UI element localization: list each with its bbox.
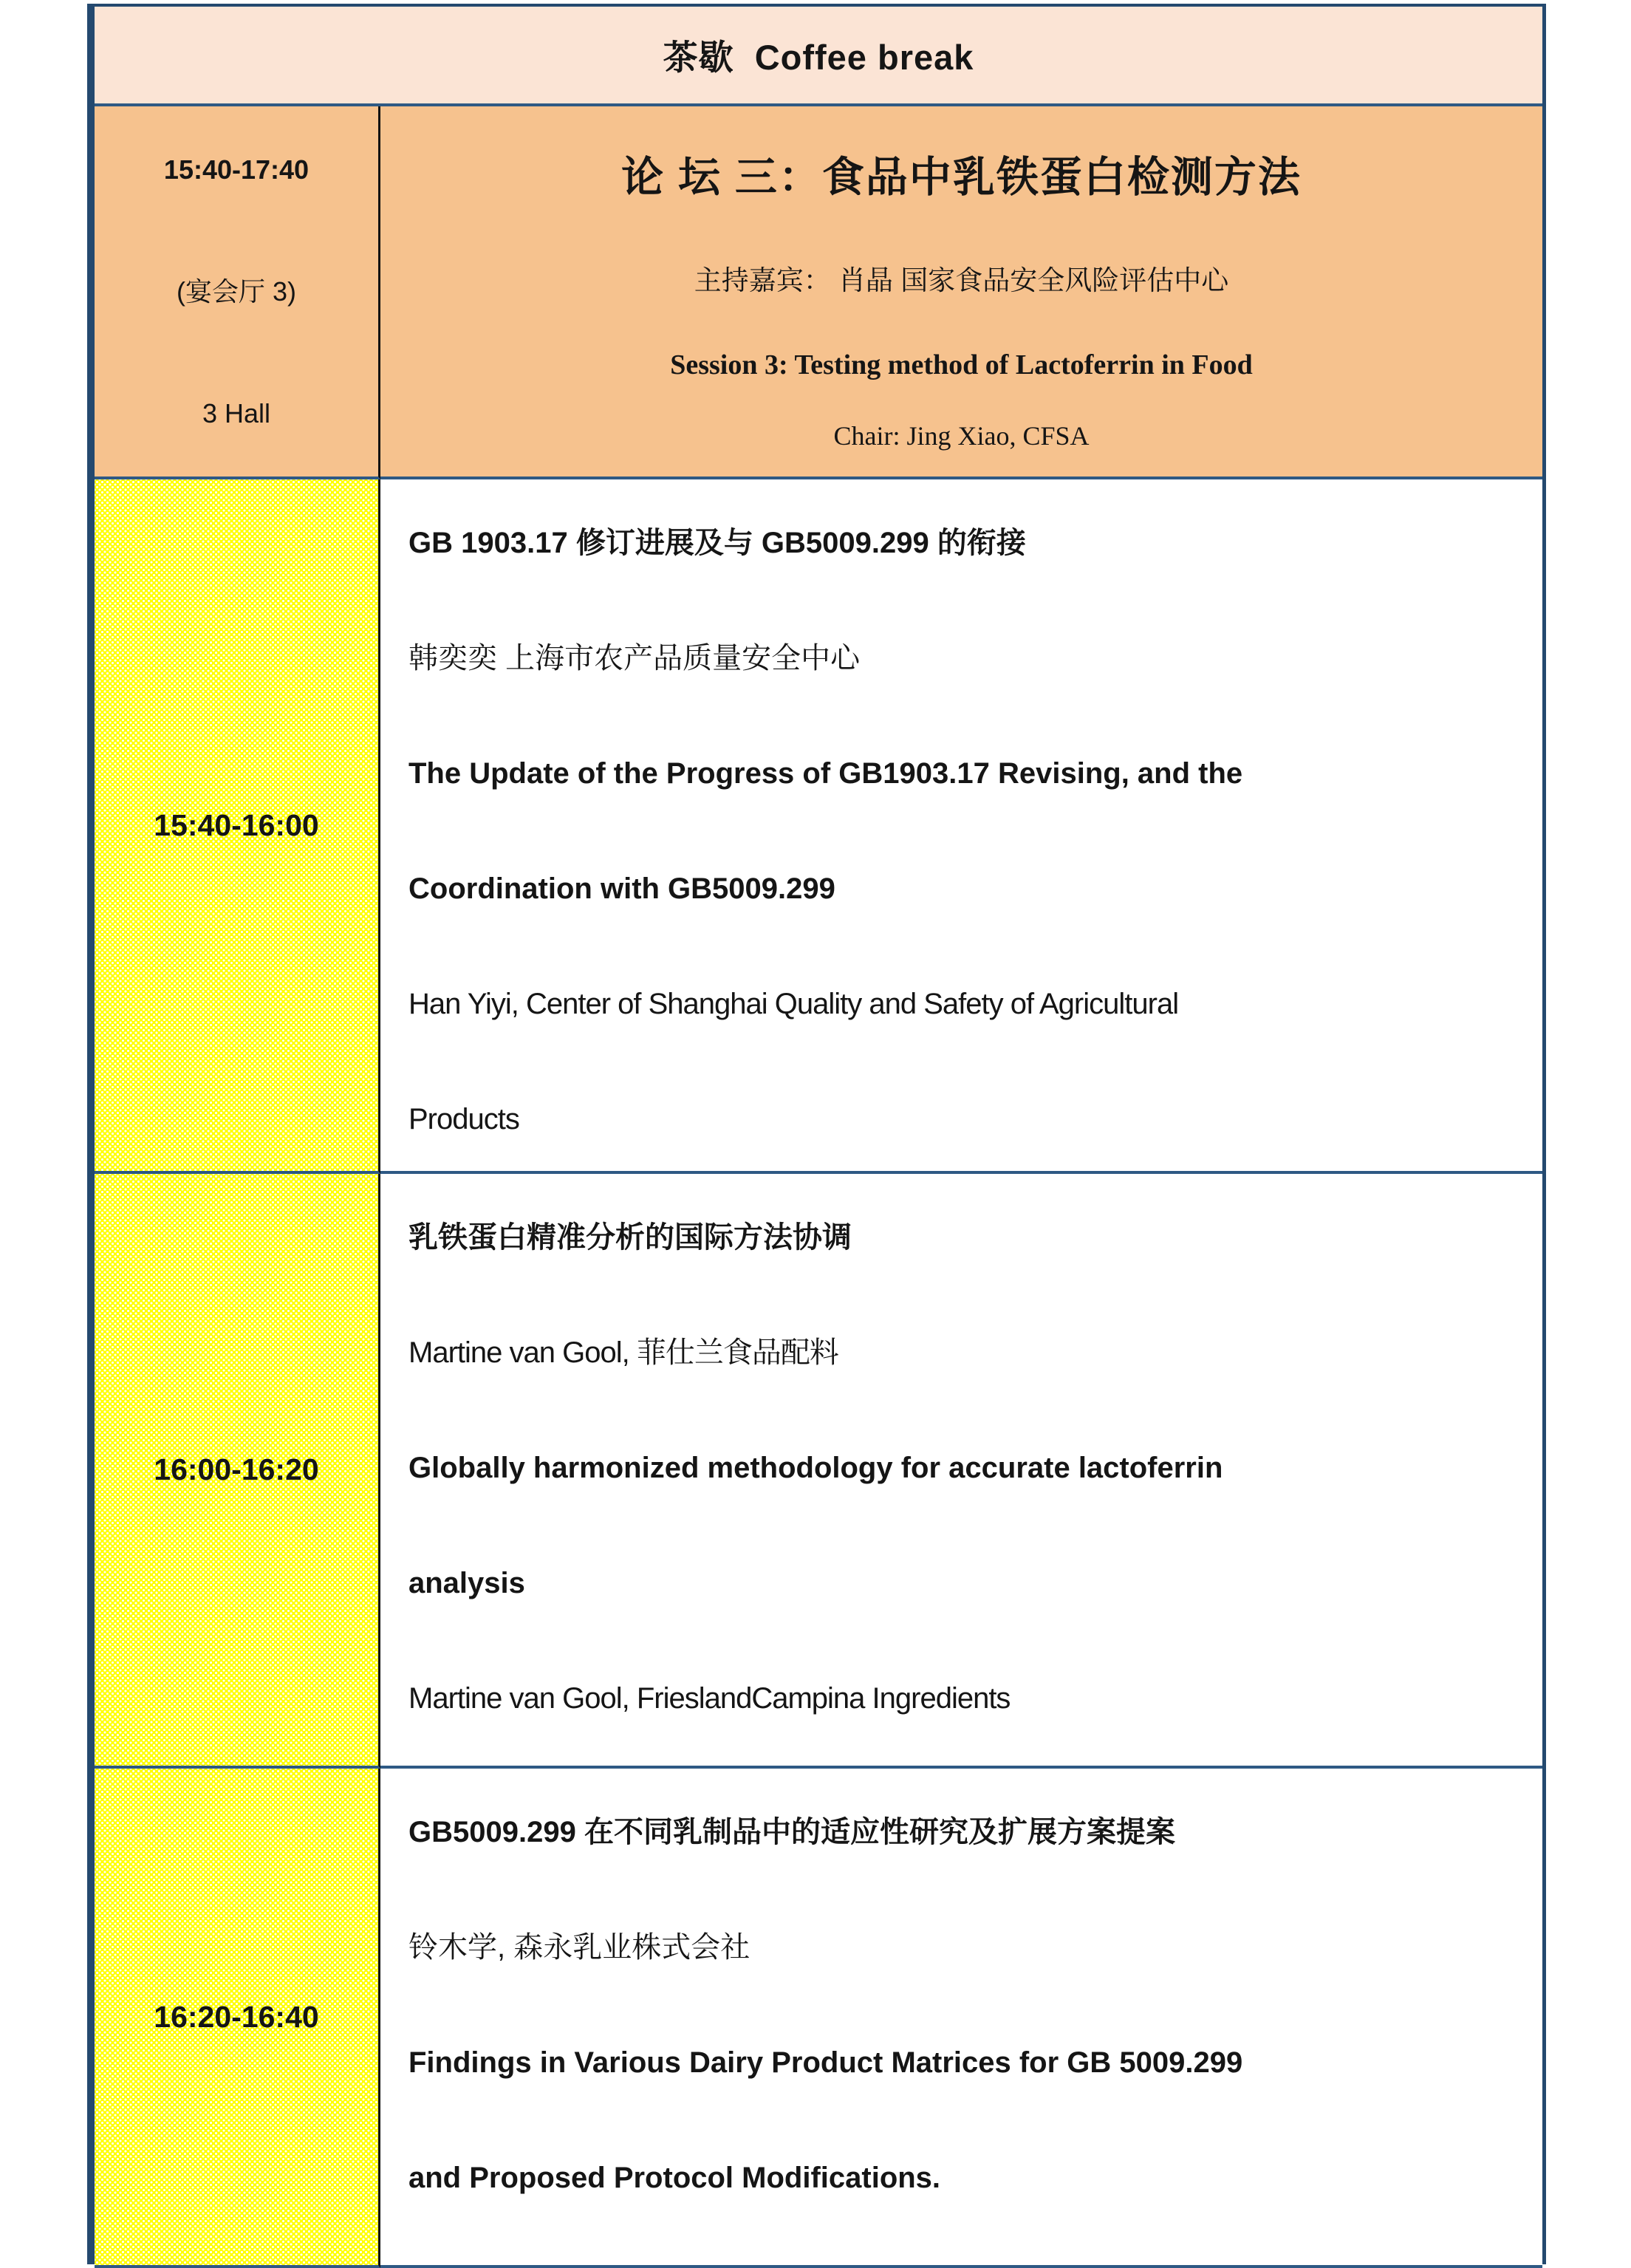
talk-speaker-en-line2: Products: [408, 1103, 519, 1135]
session-title-zh: 论 坛 三：食品中乳铁蛋白检测方法: [621, 154, 1302, 201]
session-title-en: Session 3: Testing method of Lactoferrin in Food: [670, 349, 1253, 380]
talk-time-range: 16:00-16:20: [154, 1452, 319, 1486]
talk-speaker-en: Martine van Gool, FrieslandCampina Ingredients: [408, 1682, 1011, 1715]
talk-title-en-line1: The Update of the Progress of GB1903.17 Revising, and the: [408, 757, 1243, 790]
session-time-cell: [95, 106, 380, 479]
coffee-break-label: 茶歇 Coffee break: [663, 38, 974, 77]
schedule-table: [87, 4, 1546, 2264]
talk-speaker-zh: 铃木学, 森永乳业株式会社: [408, 1931, 750, 1964]
talk-speaker-en-line1: Han Yiyi, Center of Shanghai Quality and Safety of Agricultural: [408, 988, 1179, 1020]
talk-speaker-zh: Martine van Gool, 菲仕兰食品配料: [408, 1336, 838, 1369]
talk-time-cell: [95, 479, 380, 1174]
talk-title-zh: 乳铁蛋白精准分析的国际方法协调: [408, 1221, 852, 1254]
session-time-range: 15:40-17:40: [163, 154, 310, 185]
talk-title-en-line2: analysis: [408, 1567, 525, 1599]
talk-title-en-line2: Coordination with GB5009.299: [408, 872, 835, 905]
talk-speaker-zh: 韩奕奕 上海市农产品质量安全中心: [408, 642, 861, 674]
talk-title-zh: GB 1903.17 修订进展及与 GB5009.299 的衔接: [408, 527, 1026, 559]
talk-content-cell: [380, 1769, 1542, 2268]
talk-time-range: 15:40-16:00: [154, 807, 319, 842]
session-hall-en: 3 Hall: [202, 398, 271, 428]
session-hall-zh: (宴会厅 3): [176, 276, 296, 307]
talk-title-zh: GB5009.299 在不同乳制品中的适应性研究及扩展方案提案: [408, 1816, 1175, 1848]
session-host-zh: 主持嘉宾： 肖晶 国家食品安全风险评估中心: [694, 265, 1229, 296]
talk-time-cell: [95, 1769, 380, 2268]
talk-time-cell: [95, 1174, 380, 1769]
talk-title-en-line1: Findings in Various Dairy Product Matrices for GB 5009.299: [408, 2046, 1243, 2079]
talk-content-cell: [380, 479, 1542, 1174]
talk-title-en-line2: and Proposed Protocol Modifications.: [408, 2162, 941, 2194]
talk-title-en-line1: Globally harmonized methodology for accurate lactoferrin: [408, 1452, 1223, 1484]
session-title-cell: [380, 106, 1542, 479]
coffee-break-banner: [95, 7, 1542, 106]
talk-time-range: 16:20-16:40: [154, 1999, 319, 2034]
talk-content-cell: [380, 1174, 1542, 1769]
session-chair-en: Chair: Jing Xiao, CFSA: [833, 421, 1090, 451]
